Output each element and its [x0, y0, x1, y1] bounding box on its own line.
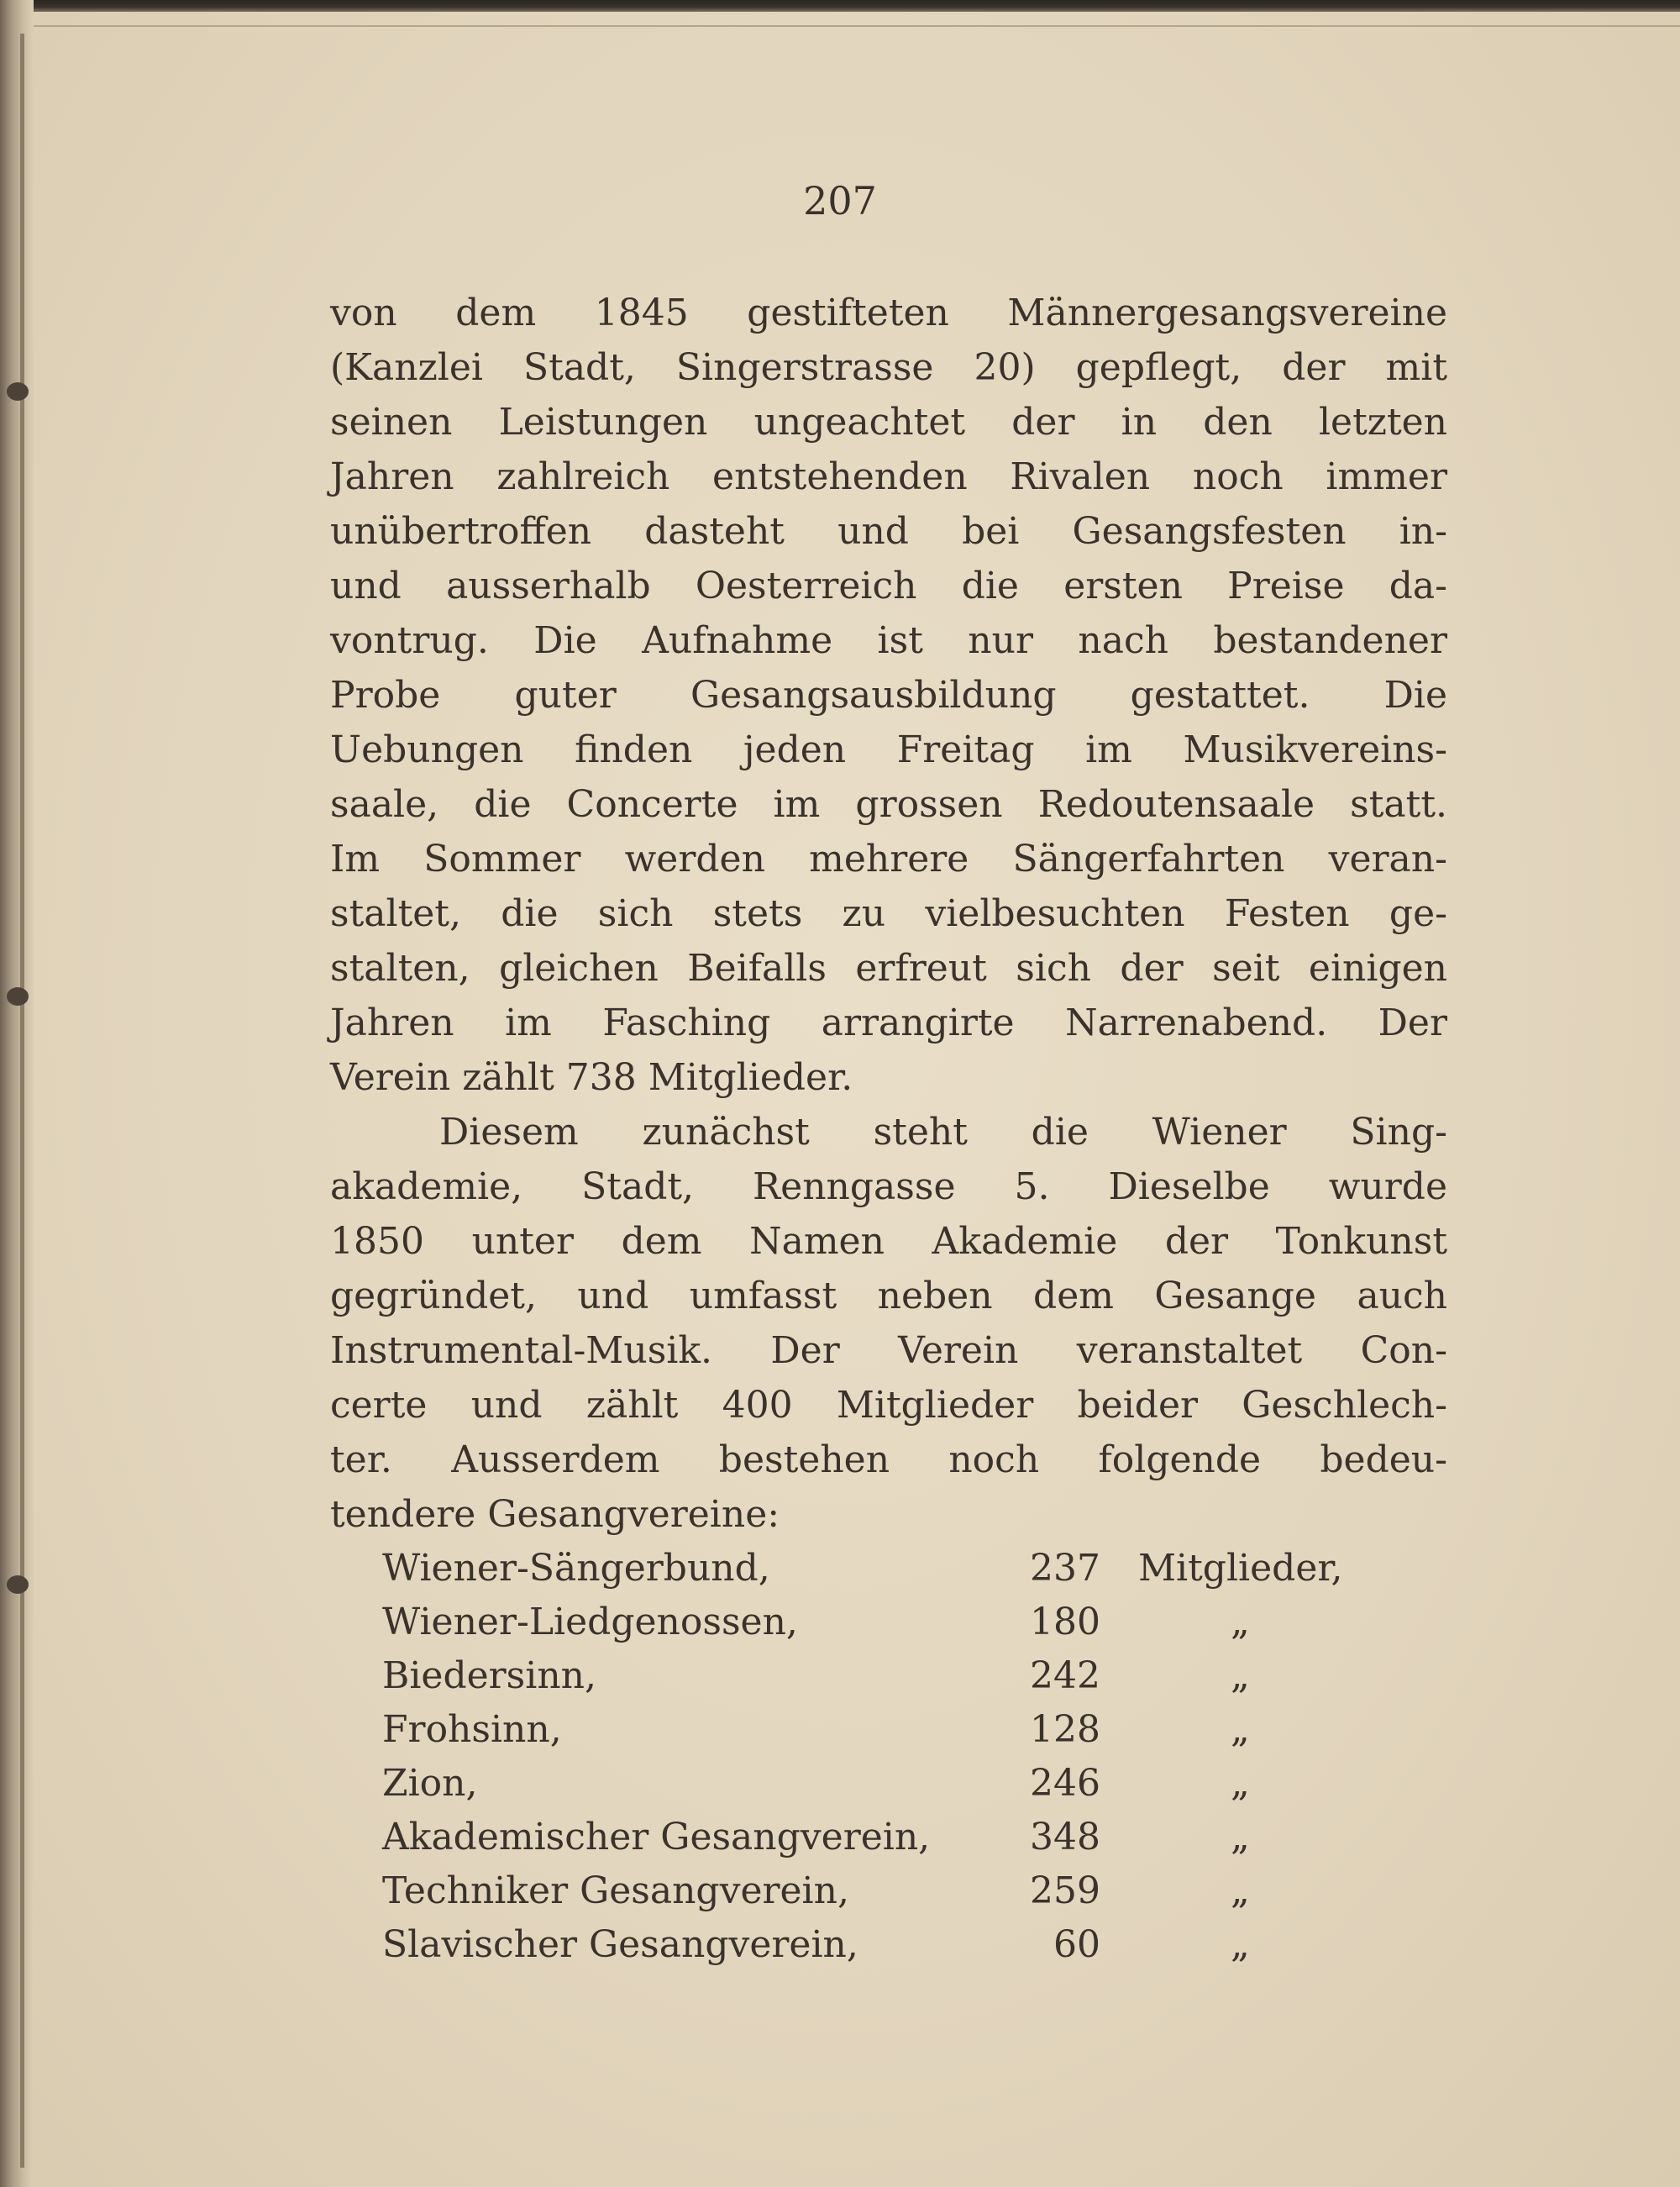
- binding-stitch: [7, 1575, 29, 1594]
- text-line: unübertroffen dasteht und bei Gesangsfesten in-: [330, 510, 1447, 553]
- society-row: [382, 1542, 1474, 1596]
- society-name: Slavischer Gesangverein,: [382, 1923, 858, 1966]
- member-count: 180: [1030, 1601, 1100, 1643]
- society-name: Techniker Gesangverein,: [382, 1869, 849, 1912]
- binding-stitch: [7, 987, 29, 1006]
- text-line: gegründet, und umfasst neben dem Gesange auch: [330, 1275, 1447, 1317]
- text-line: Diesem zunächst steht die Wiener Sing-: [439, 1111, 1447, 1154]
- ditto-mark: „: [1231, 1762, 1250, 1805]
- member-count: 259: [1030, 1869, 1100, 1912]
- member-count: 128: [1030, 1708, 1100, 1751]
- ditto-mark: „: [1231, 1923, 1250, 1966]
- text-line: akademie, Stadt, Renngasse 5. Dieselbe wurde: [330, 1165, 1447, 1208]
- text-line: Probe guter Gesangsausbildung gestattet. Die: [330, 674, 1447, 717]
- text-line: vontrug. Die Aufnahme ist nur nach bestandener: [330, 619, 1447, 662]
- text-line: seinen Leistungen ungeachtet der in den letzten: [330, 401, 1447, 444]
- society-row: [382, 1918, 1474, 1972]
- text-line: Verein zählt 738 Mitglieder.: [330, 1056, 853, 1099]
- ditto-mark: „: [1231, 1654, 1250, 1697]
- society-list: [382, 1542, 1474, 1972]
- text-line: ter. Ausserdem bestehen noch folgende bedeu-: [330, 1438, 1447, 1481]
- page-top-rule: [0, 25, 1680, 27]
- text-line: stalten, gleichen Beifalls erfreut sich der seit einigen: [330, 947, 1447, 990]
- society-row: [382, 1864, 1474, 1918]
- text-line: 1850 unter dem Namen Akademie der Tonkunst: [330, 1220, 1447, 1263]
- text-line: saale, die Concerte im grossen Redoutensaale statt.: [330, 783, 1447, 826]
- ditto-mark: „: [1231, 1869, 1250, 1912]
- society-name: Biedersinn,: [382, 1654, 596, 1697]
- society-name: Akademischer Gesangverein,: [382, 1816, 931, 1858]
- body-text: [330, 286, 1447, 1542]
- ditto-mark: „: [1231, 1816, 1250, 1858]
- text-line: Jahren zahlreich entstehenden Rivalen noch immer: [330, 455, 1447, 498]
- member-count: 237: [1030, 1547, 1100, 1590]
- ditto-mark: „: [1231, 1601, 1250, 1643]
- text-line: Instrumental-Musik. Der Verein veranstaltet Con-: [330, 1329, 1447, 1372]
- society-row: [382, 1649, 1474, 1703]
- book-spine: [0, 0, 34, 2187]
- society-row: [382, 1811, 1474, 1864]
- member-count: 242: [1030, 1654, 1100, 1697]
- page-number: 207: [803, 178, 877, 223]
- member-count: 246: [1030, 1762, 1100, 1805]
- ditto-mark: „: [1231, 1708, 1250, 1751]
- society-row: [382, 1703, 1474, 1757]
- society-name: Wiener-Sängerbund,: [382, 1547, 770, 1590]
- binding-stitch: [7, 382, 29, 401]
- member-count: 60: [1053, 1923, 1100, 1966]
- member-count: 348: [1030, 1816, 1100, 1858]
- society-name: Zion,: [382, 1762, 478, 1805]
- page-top-edge: [0, 0, 1680, 12]
- text-line: certe und zählt 400 Mitglieder beider Geschlech-: [330, 1384, 1447, 1427]
- text-line: tendere Gesangvereine:: [330, 1493, 780, 1536]
- member-unit: Mitglieder,: [1138, 1547, 1343, 1590]
- text-line: Uebungen finden jeden Freitag im Musikvereins-: [330, 728, 1447, 771]
- text-line: staltet, die sich stets zu vielbesuchten Festen ge-: [330, 892, 1447, 935]
- society-name: Frohsinn,: [382, 1708, 562, 1751]
- society-name: Wiener-Liedgenossen,: [382, 1601, 798, 1643]
- society-row: [382, 1596, 1474, 1649]
- spine-fold: [20, 34, 24, 2168]
- society-row: [382, 1757, 1474, 1811]
- text-line: von dem 1845 gestifteten Männergesangsvereine: [330, 292, 1447, 334]
- text-line: und ausserhalb Oesterreich die ersten Preise da-: [330, 565, 1447, 607]
- text-line: Jahren im Fasching arrangirte Narrenabend. Der: [330, 1001, 1447, 1044]
- text-line: Im Sommer werden mehrere Sängerfahrten veran-: [330, 838, 1447, 881]
- text-line: (Kanzlei Stadt, Singerstrasse 20) gepflegt, der mit: [330, 346, 1447, 389]
